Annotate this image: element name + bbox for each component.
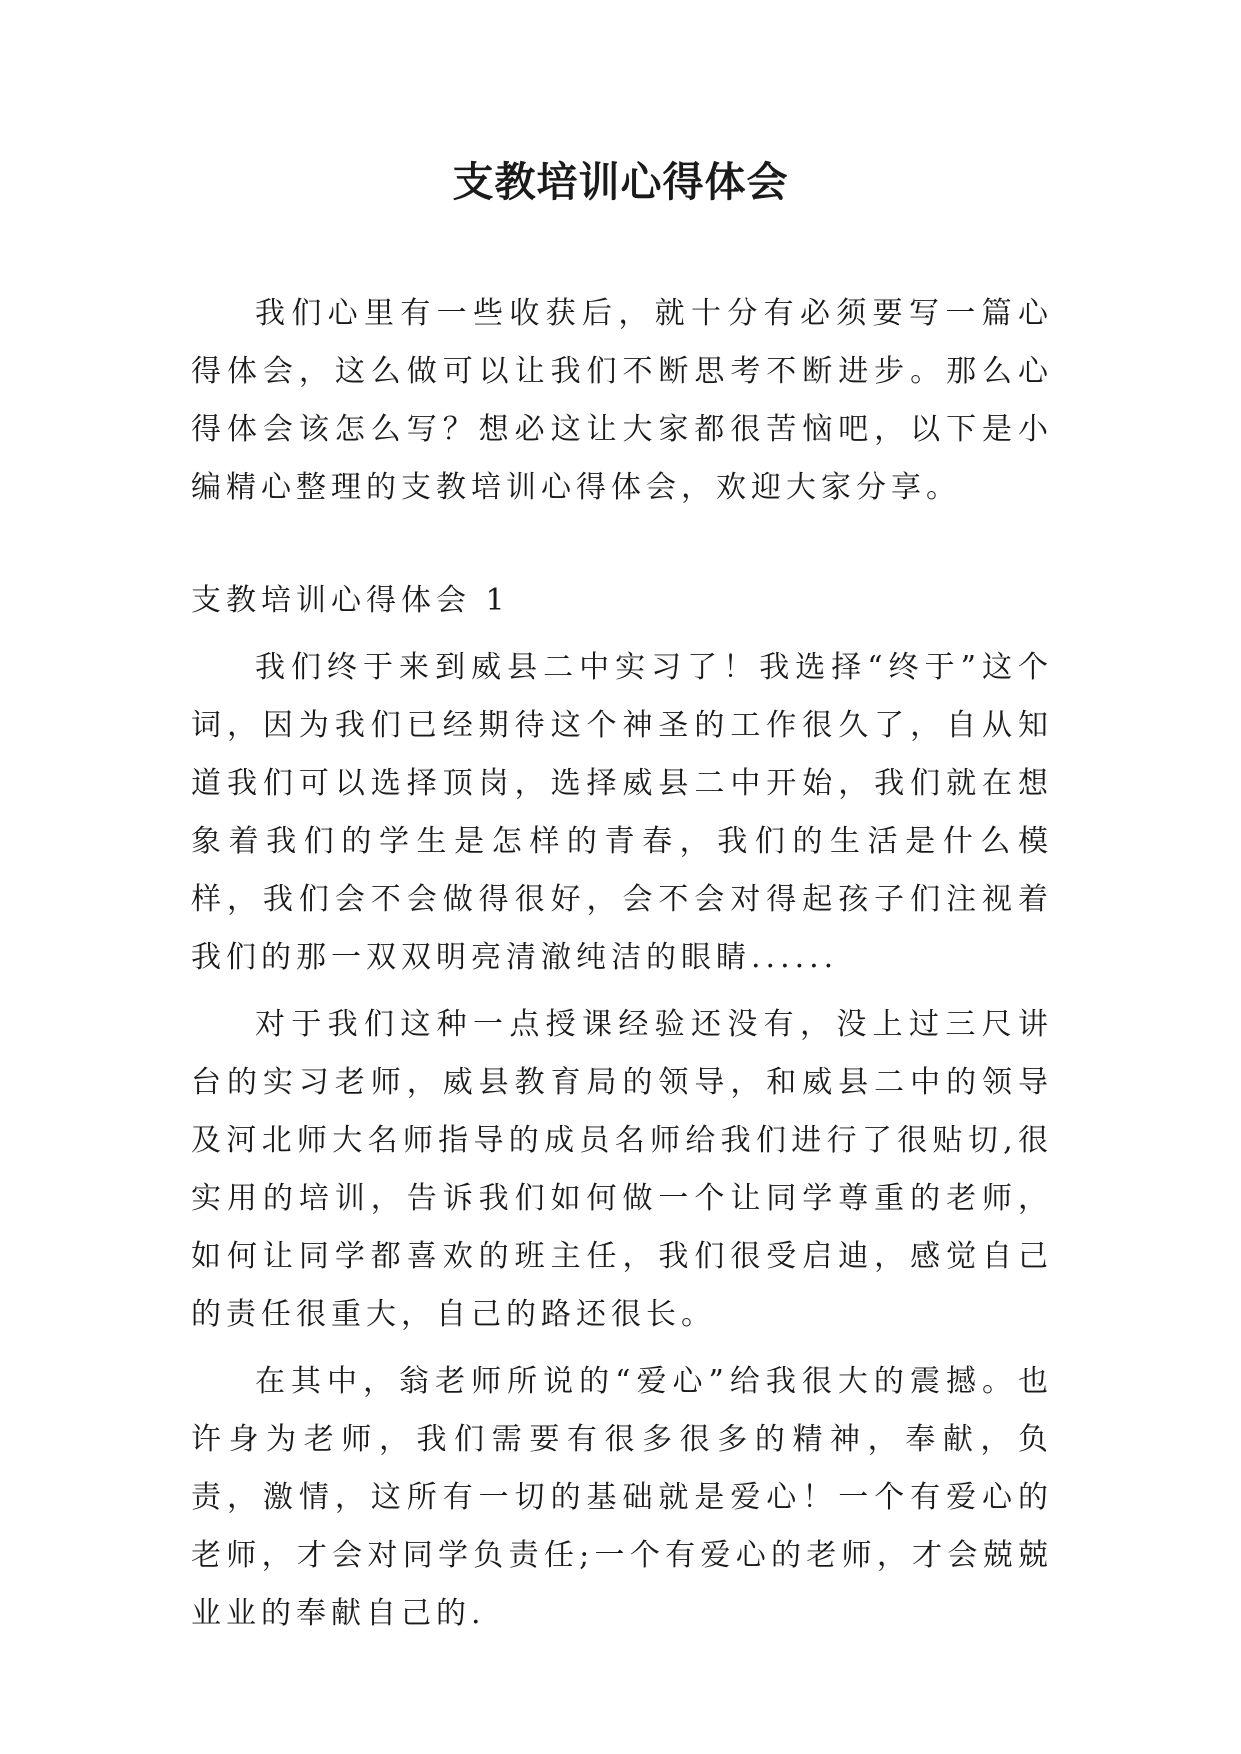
body-paragraph-3: 在其中，翁老师所说的“爱心”给我很大的震撼。也许身为老师，我们需要有很多很多的精神，奉献，负责，激情，这所有一切的基础就是爱心！一个有爱心的老师，才会对同学负责任;一个有爱心的老师，才会兢兢业业的奉献自己的. [191,1364,1053,1631]
section-heading: 支教培训心得体会 1 [191,583,510,618]
body-paragraph-1: 我们终于来到威县二中实习了！我选择“终于”这个词，因为我们已经期待这个神圣的工作很久了，自从知道我们可以选择顶岗，选择威县二中开始，我们就在想象着我们的学生是怎样的青春，我们的生活是什么模样，我们会不会做得很好，会不会对得起孩子们注视着我们的那一双双明亮清澈纯洁的眼睛...... [191,650,1053,975]
document-body [191,285,1053,1643]
intro-paragraph: 我们心里有一些收获后，就十分有必须要写一篇心得体会，这么做可以让我们不断思考不断进步。那么心得体会该怎么写？想必这让大家都很苦恼吧，以下是小编精心整理的支教培训心得体会，欢迎大家分享。 [191,296,1053,505]
body-paragraph-2: 对于我们这种一点授课经验还没有，没上过三尺讲台的实习老师，威县教育局的领导，和威县二中的领导及河北师大名师指导的成员名师给我们进行了很贴切,很实用的培训，告诉我们如何做一个让同学尊重的老师，如何让同学都喜欢的班主任，我们很受启迪，感觉自己的责任很重大，自己的路还很长。 [191,1007,1053,1332]
document-title: 支教培训心得体会 [452,158,789,206]
